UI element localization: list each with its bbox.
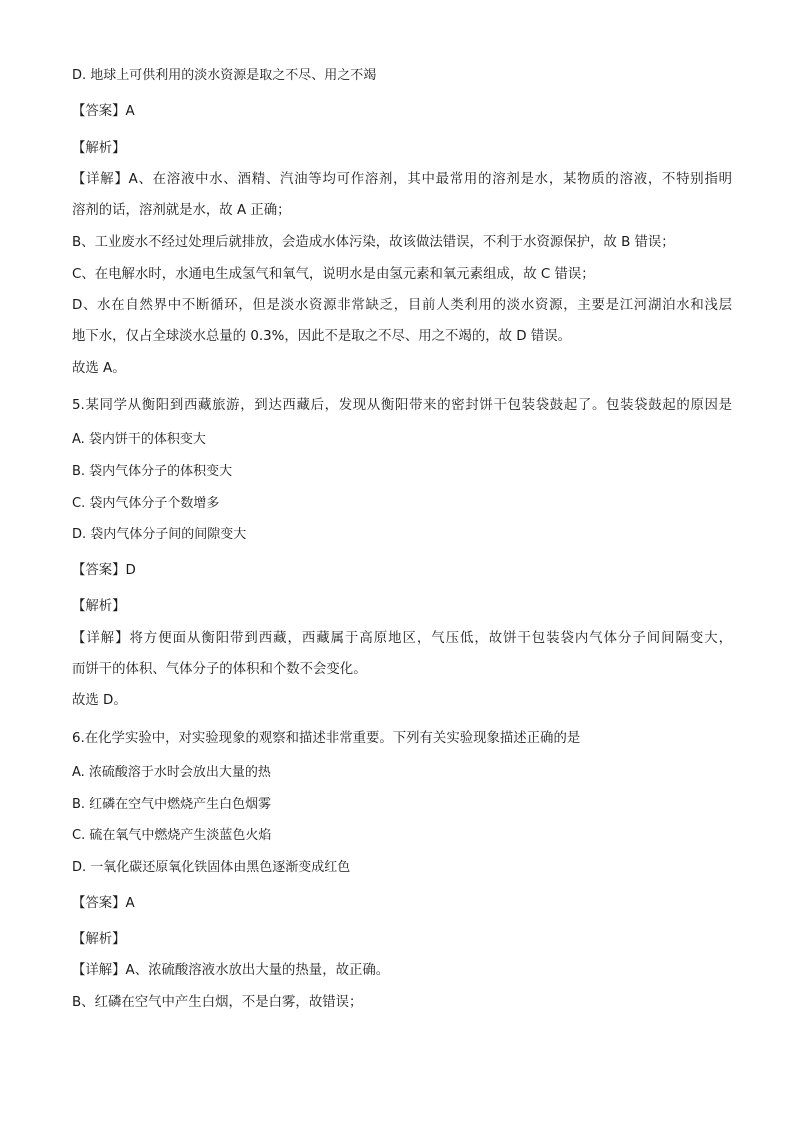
answer-label-q4: 【答案】A xyxy=(72,104,135,119)
explanation-line: 【详解】将方便面从衡阳带到西藏，西藏属于高原地区，气压低，故饼干包装袋内气体分子间间隔变大， xyxy=(72,631,732,646)
option-d-q6: D. 一氧化碳还原氧化铁固体由黑色逐渐变成红色 xyxy=(72,860,351,875)
explanation-line: D、水在自然界中不断循环，但是淡水资源非常缺乏，目前人类利用的淡水资源，主要是江河湖泊水和浅层 xyxy=(72,298,732,313)
explanation-line: C、在电解水时，水通电生成氢气和氧气，说明水是由氢元素和氧元素组成，故 C 错误； xyxy=(72,267,595,282)
option-d-q5: D. 袋内气体分子间的间隙变大 xyxy=(72,527,247,542)
answer-label-q5: 【答案】D xyxy=(72,563,136,578)
analysis-label-q4: 【解析】 xyxy=(72,141,126,156)
explanation-line: 【详解】A、在溶液中水、酒精、汽油等均可作溶剂，其中最常用的溶剂是水，某物质的溶液，不特别指明 xyxy=(72,172,732,187)
option-c-q5: C. 袋内气体分子个数增多 xyxy=(72,496,220,511)
explanation-line: 溶剂的话，溶剂就是水，故 A 正确； xyxy=(72,203,291,218)
option-a-q5: A. 袋内饼干的体积变大 xyxy=(72,432,206,447)
option-d-q4: D. 地球上可供利用的淡水资源是取之不尽、用之不竭 xyxy=(72,68,377,83)
question-6: 6.在化学实验中，对实验现象的观察和描述非常重要。下列有关实验现象描述正确的是 xyxy=(72,731,581,746)
explanation-line: 地下水，仅占全球淡水总量的 0.3%，因此不是取之不尽、用之不竭的，故 D 错误。 xyxy=(72,329,571,344)
option-c-q6: C. 硫在氧气中燃烧产生淡蓝色火焰 xyxy=(72,828,272,843)
explanation-line: B、红磷在空气中产生白烟，不是白雾，故错误； xyxy=(72,995,363,1010)
conclusion-q4: 故选 A。 xyxy=(72,361,126,376)
option-a-q6: A. 浓硫酸溶于水时会放出大量的热 xyxy=(72,765,271,780)
question-5: 5.某同学从衡阳到西藏旅游，到达西藏后，发现从衡阳带来的密封饼干包装袋鼓起了。包装袋鼓起的原因是 xyxy=(72,398,732,413)
answer-label-q6: 【答案】A xyxy=(72,896,135,911)
explanation-line: 而饼干的体积、气体分子的体积和个数不会变化。 xyxy=(72,662,367,677)
explanation-line: 【详解】A、浓硫酸溶液水放出大量的热量，故正确。 xyxy=(72,963,390,978)
option-b-q6: B. 红磷在空气中燃烧产生白色烟雾 xyxy=(72,797,272,812)
analysis-label-q5: 【解析】 xyxy=(72,599,126,614)
analysis-label-q6: 【解析】 xyxy=(72,932,126,947)
explanation-line: B、工业废水不经过处理后就排放，会造成水体污染，故该做法错误，不利于水资源保护，故 B 错误； xyxy=(72,235,675,250)
option-b-q5: B. 袋内气体分子的体积变大 xyxy=(72,464,233,479)
conclusion-q5: 故选 D。 xyxy=(72,693,127,708)
